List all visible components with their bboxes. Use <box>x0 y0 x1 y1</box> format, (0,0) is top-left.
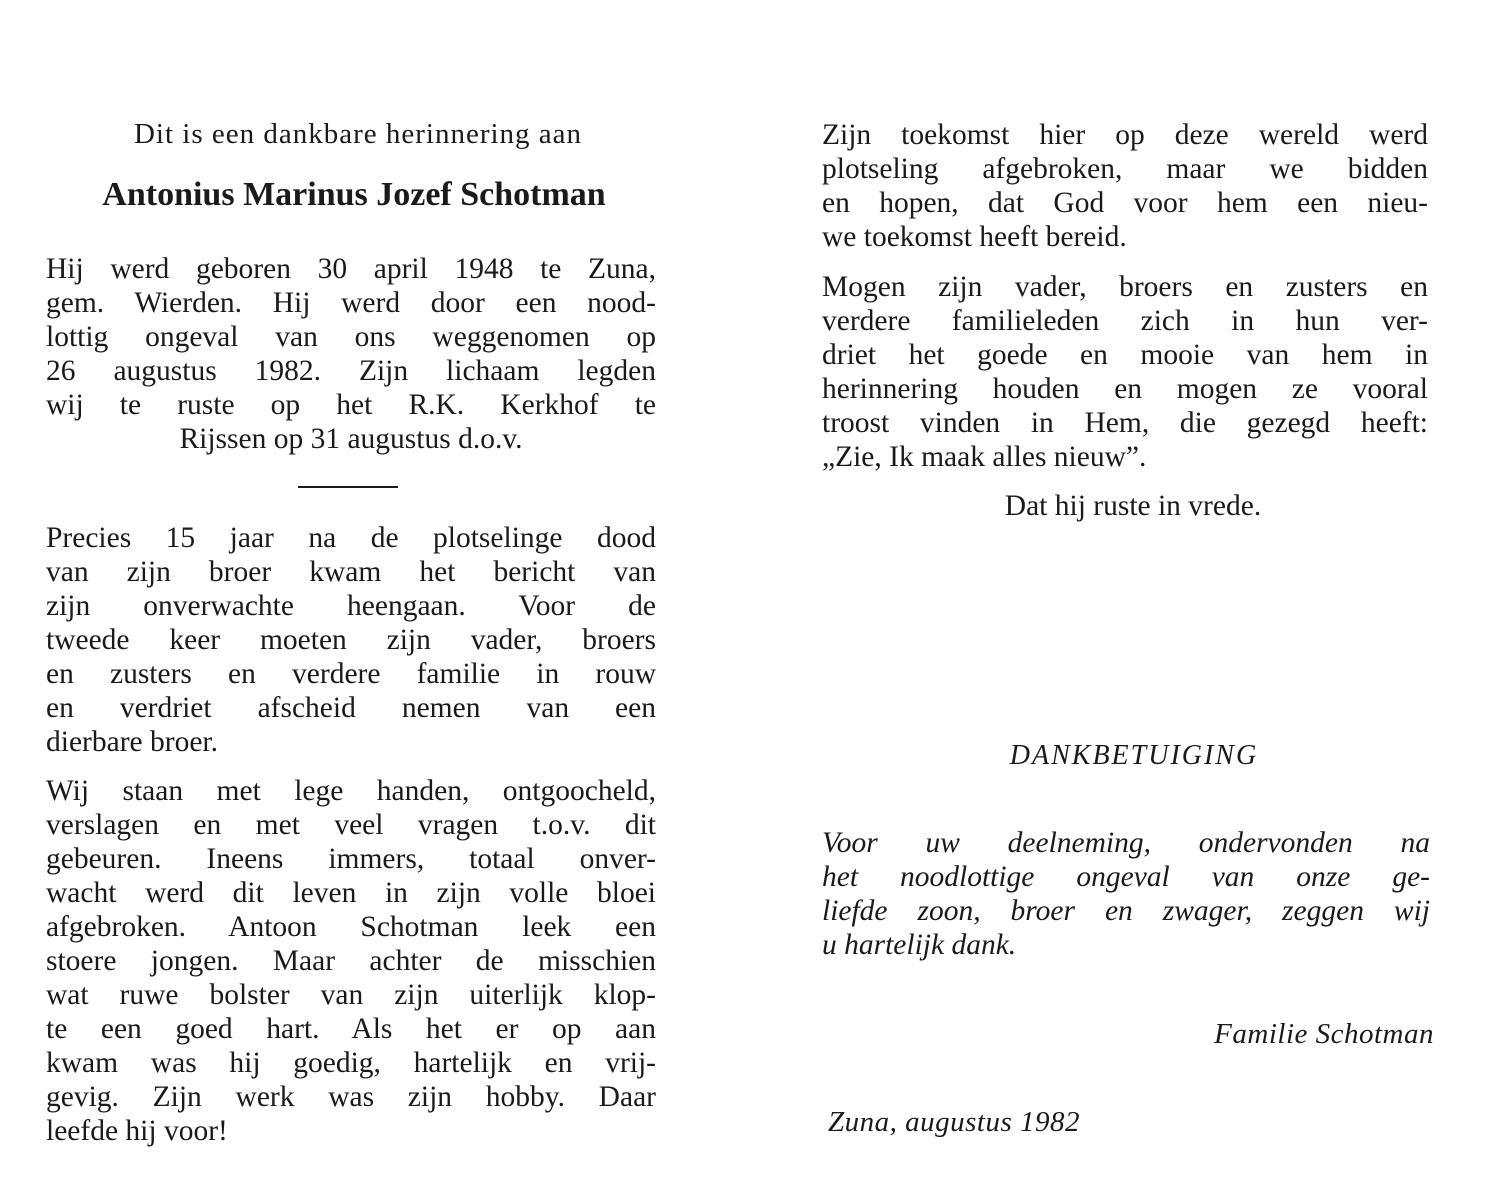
text-line: we toekomst heeft bereid. <box>822 221 1127 253</box>
birth-death-paragraph <box>46 252 656 456</box>
text-line: afgebroken. Antoon Schotman leek een <box>46 911 656 943</box>
text-line: tweede keer moeten zijn vader, broers <box>46 624 656 656</box>
family-paragraph <box>822 270 1428 474</box>
text-line: wat ruwe bolster van zijn uiterlijk klop- <box>46 979 656 1011</box>
text-line: zijn onverwachte heengaan. Voor de <box>46 590 656 622</box>
text-line: verdere familieleden zich in hun ver- <box>822 305 1428 337</box>
text-line: kwam was hij goedig, hartelijk en vrij- <box>46 1047 656 1079</box>
text-line: wacht werd dit leven in zijn volle bloei <box>46 877 656 909</box>
text-line: het noodlottige ongeval van onze ge- <box>822 861 1430 893</box>
rest-in-peace-line: Dat hij ruste in vrede. <box>1004 490 1262 522</box>
acknowledgement-text <box>822 826 1430 962</box>
text-line: gem. Wierden. Hij werd door een nood- <box>46 287 656 319</box>
text-line: u hartelijk dank. <box>822 929 1017 961</box>
text-line: en verdriet afscheid nemen van een <box>46 692 656 724</box>
text-line: Wij staan met lege handen, ontgoocheld, <box>46 775 656 807</box>
text-line: plotseling afgebroken, maar we bidden <box>822 153 1428 185</box>
text-line: dierbare broer. <box>46 726 218 758</box>
text-line: Rijssen op 31 augustus d.o.v. <box>179 423 523 455</box>
text-line: stoere jongen. Maar achter de misschien <box>46 945 656 977</box>
text-line: te een goed hart. Als het er op aan <box>46 1013 656 1045</box>
text-line: driet het goede en mooie van hem in <box>822 339 1428 371</box>
text-line: troost vinden in Hem, die gezegd heeft: <box>822 407 1428 439</box>
text-line: en zusters en verdere familie in rouw <box>46 658 656 690</box>
text-line: Zijn toekomst hier op deze wereld werd <box>822 119 1428 151</box>
text-line: herinnering houden en mogen ze vooral <box>822 373 1428 405</box>
place-date: Zuna, augustus 1982 <box>828 1106 1081 1138</box>
text-line: van zijn broer kwam het bericht van <box>46 556 656 588</box>
text-line: wij te ruste op het R.K. Kerkhof te <box>46 389 656 421</box>
text-line: liefde zoon, broer en zwager, zeggen wij <box>822 895 1430 927</box>
text-line: Precies 15 jaar na de plotselinge dood <box>46 522 656 554</box>
text-line: gebeuren. Ineens immers, totaal onver- <box>46 843 656 875</box>
intro-line: Dit is een dankbare herinnering aan <box>133 118 583 150</box>
text-line: gevig. Zijn werk was zijn hobby. Daar <box>46 1081 656 1113</box>
text-line: en hopen, dat God voor hem een nieu- <box>822 187 1428 219</box>
divider <box>298 486 398 488</box>
text-line: 26 augustus 1982. Zijn lichaam legden <box>46 355 656 387</box>
second-paragraph <box>46 521 656 759</box>
acknowledgement-heading: DANKBETUIGING <box>1009 740 1259 771</box>
text-line: Hij werd geboren 30 april 1948 te Zuna, <box>46 253 656 285</box>
family-signature: Familie Schotman <box>1214 1018 1434 1050</box>
text-line: Mogen zijn vader, broers en zusters en <box>822 271 1428 303</box>
text-line: „Zie, Ik maak alles nieuw”. <box>822 441 1147 473</box>
future-paragraph <box>822 118 1428 254</box>
deceased-name: Antonius Marinus Jozef Schotman <box>102 176 606 213</box>
text-line: Voor uw deelneming, ondervonden na <box>822 827 1430 859</box>
text-line: leefde hij voor! <box>46 1115 228 1147</box>
text-line: lottig ongeval van ons weggenomen op <box>46 321 656 353</box>
text-line: verslagen en met veel vragen t.o.v. dit <box>46 809 656 841</box>
third-paragraph <box>46 774 656 1148</box>
